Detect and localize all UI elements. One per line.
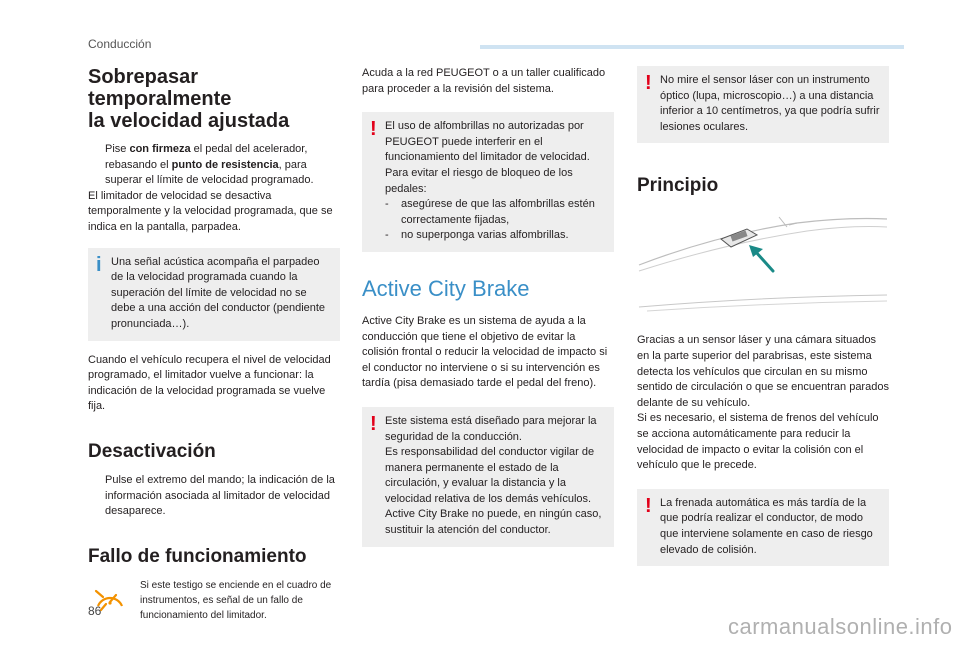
section-title-active-city-brake: Active City Brake xyxy=(362,275,530,301)
warning-box-laser-sensor: ! No mire el sensor láser con un instrumento óptico (lupa, microscopio…) a una distancia inferior a 10 centímetros, ya que podría sufrir lesiones oculares. xyxy=(637,66,889,143)
paragraph-acb-description: Active City Brake es un sistema de ayuda a la conducción que tiene el objetivo de evitar la colisión frontal o reducir la velocidad de impacto si el conductor no interviene o si su intervención es tardía (pisa demasiado tarde el pedal del freno). xyxy=(362,314,608,390)
column-2 xyxy=(362,66,614,547)
section-title-deactivation: Desactivación xyxy=(88,440,216,462)
paragraph-deactivates-temporarily: El limitador de velocidad se desactiva temporalmente y la velocidad programada, que se indica en la pantalla, parpadea. xyxy=(88,189,333,233)
list-item: - asegúrese de que las alfombrillas estén correctamente fijadas, xyxy=(385,198,595,226)
column-1 xyxy=(88,66,340,623)
header-accent-bar xyxy=(480,45,904,49)
warning-icon: ! xyxy=(370,118,377,141)
page-number: 86 xyxy=(88,604,102,618)
windshield-sensor-image xyxy=(637,215,889,319)
info-icon: i xyxy=(96,253,102,276)
warning-icon: ! xyxy=(645,494,652,517)
paragraph-principle-detection: Gracias a un sensor láser y una cámara situados en la parte superior del parabrisas, este sistema detecta los vehículos que circulan en su mismo sentido de circulación o que se encuentran parados delante de su vehículo. xyxy=(637,334,889,409)
warning-box-late-braking: ! La frenada automática es más tardía de la que podría realizar el conductor, de modo que interviene solamente en caso de riesgo elevado de colisión. xyxy=(637,489,889,566)
info-box-acoustic-signal: i Una señal acústica acompaña el parpadeo de la velocidad programada cuando la superación del límite de velocidad no se debe a una acción del conductor (pendiente pronunciada…). xyxy=(88,248,340,341)
section-title-principle: Principio xyxy=(637,175,719,197)
header-section-label: Conducción xyxy=(88,37,152,51)
warning-icon: ! xyxy=(370,412,377,435)
warning-box-driver-responsibility: ! Este sistema está diseñado para mejorar la seguridad de la conducción. Es responsabilidad del conductor vigilar de manera permanente el estado de la circulación, y evaluar la distancia y la velocidad relativa de los demás vehículos. Active City Brake no puede, en ningún caso, sustituir la atención del conductor. xyxy=(362,407,614,547)
instruction-bullet-press-end: Pulse el extremo del mando; la indicación de la información asociada al limitador de velocidad desaparece. xyxy=(105,473,335,518)
warning-box-floor-mats: ! El uso de alfombrillas no autorizadas por PEUGEOT puede interferir en el funcionamiento del limitador de velocidad. Para evitar el riesgo de bloqueo de los pedales: - asegúrese de que las alfombrillas estén correctamente fijadas, - no superponga varias alfombrillas. xyxy=(362,112,614,252)
instruction-bullet-accelerate: Pise con firmeza el pedal del acelerador, rebasando el punto de resistencia, para superar el límite de velocidad programado. xyxy=(105,143,314,187)
paragraph-principle-braking: Si es necesario, el sistema de frenos del vehículo se acciona automáticamente para reducir la velocidad de impacto o evitar la colisión con el vehículo que le precede. xyxy=(637,412,879,472)
section-title-exceed-speed: Sobrepasar temporalmente la velocidad ajustada xyxy=(88,66,290,132)
watermark-text: carmanualsonline.info xyxy=(728,614,953,639)
paragraph-peugeot-network: Acuda a la red PEUGEOT o a un taller cualificado para proceder a la revisión del sistema. xyxy=(362,67,606,95)
warning-icon: ! xyxy=(645,72,652,94)
windshield-sensor-illustration xyxy=(637,215,889,319)
column-3 xyxy=(637,66,889,566)
section-title-malfunction: Fallo de funcionamiento xyxy=(88,545,307,567)
malfunction-row xyxy=(88,578,340,623)
list-item: - no superponga varias alfombrillas. xyxy=(385,229,569,242)
malfunction-text: Si este testigo se enciende en el cuadro de instrumentos, es señal de un fallo de funcionamiento del limitador. xyxy=(140,579,332,621)
paragraph-speed-recovered: Cuando el vehículo recupera el nivel de velocidad programado, el limitador vuelve a funcionar: la indicación de la velocidad programada se vuelve fija. xyxy=(88,353,331,413)
